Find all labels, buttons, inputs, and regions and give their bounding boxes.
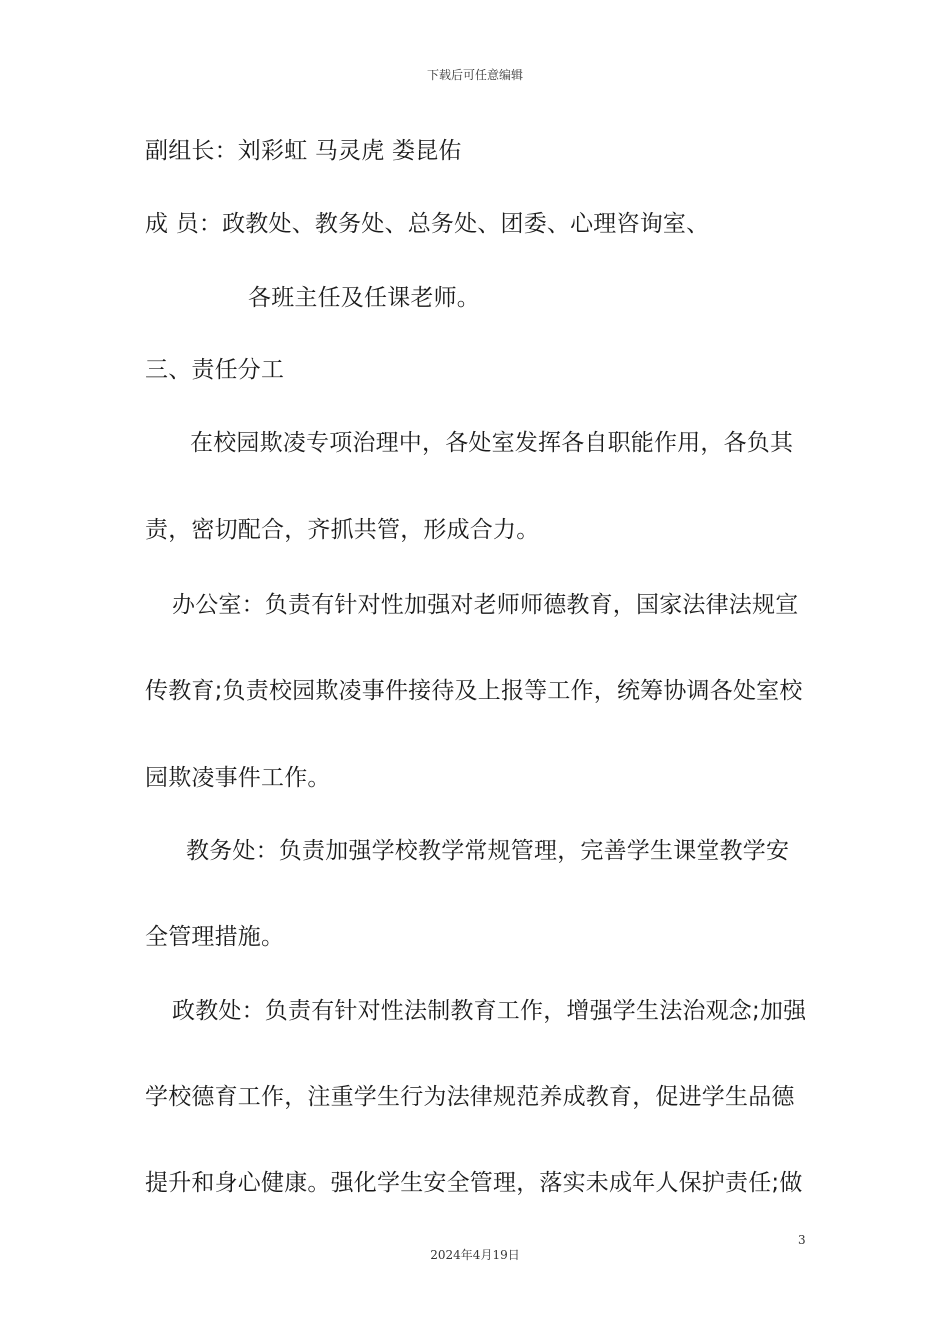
body-line: 传教育;负责校园欺凌事件接待及上报等工作，统筹协调各处室校 [145,678,803,704]
section-heading: 三、责任分工 [145,357,285,383]
body-line: 园欺凌事件工作。 [145,765,331,791]
body-line: 责，密切配合，齐抓共管，形成合力。 [145,517,540,543]
body-line: 办公室：负责有针对性加强对老师师德教育，国家法律法规宣 [172,592,799,618]
body-line: 副组长：刘彩虹 马灵虎 娄昆佑 [145,138,462,164]
body-line: 各班主任及任课老师。 [248,285,480,311]
body-line: 学校德育工作，注重学生行为法律规范养成教育，促进学生品德 [145,1084,795,1110]
body-line: 政教处：负责有针对性法制教育工作，增强学生法治观念;加强 [172,998,807,1024]
body-line: 全管理措施。 [145,924,285,950]
page-footer-date: 2024年4月19日 [430,1248,520,1262]
page-number: 3 [798,1233,806,1247]
body-line: 提升和身心健康。强化学生安全管理，落实未成年人保护责任;做 [145,1170,803,1196]
body-line: 教务处：负责加强学校教学常规管理，完善学生课堂教学安 [186,838,790,864]
body-line: 成 员：政教处、教务处、总务处、团委、心理咨询室、 [145,211,710,237]
body-line: 在校园欺凌专项治理中，各处室发挥各自职能作用，各负其 [190,430,794,456]
page-header: 下载后可任意编辑 [426,68,523,82]
